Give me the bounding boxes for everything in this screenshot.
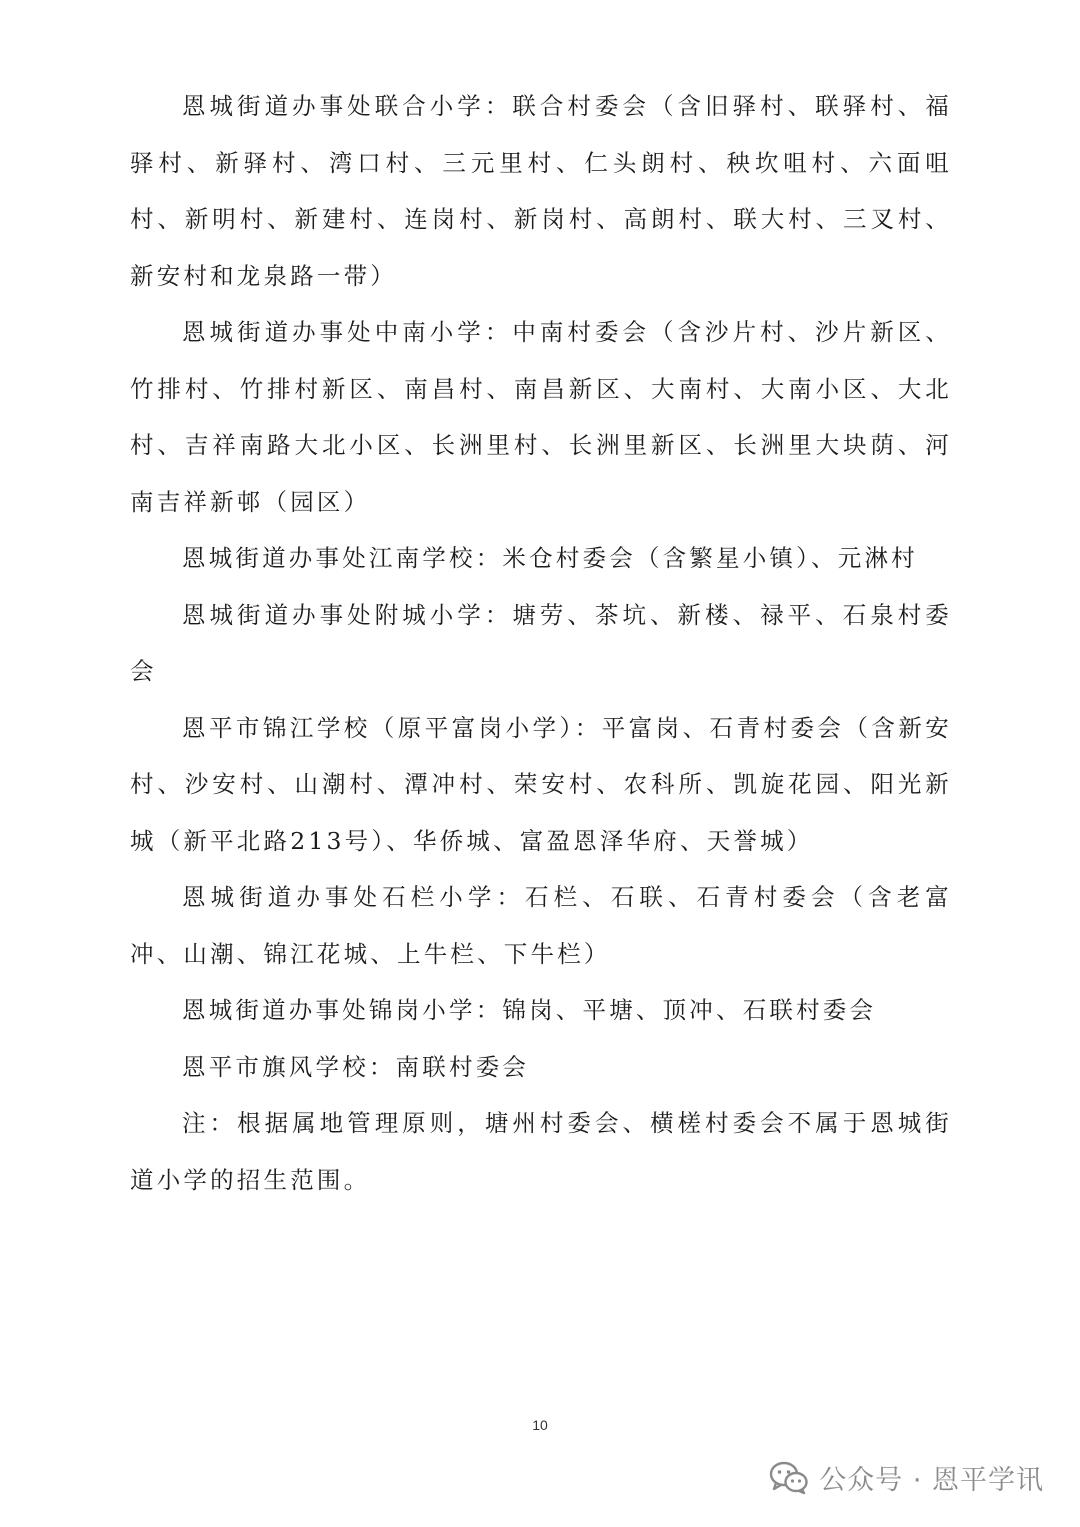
paragraph-jinjiang-school: 恩平市锦江学校（原平富岗小学）：平富岗、石青村委会（含新安村、沙安村、山潮村、潭冲村、荣安村、农科所、凯旋花园、阳光新城（新平北路213号）、华侨城、富盈恩泽华府、天誉城） <box>130 713 952 855</box>
paragraph-shilan-school: 恩城街道办事处石栏小学：石栏、石联、石青村委会（含老富冲、山潮、锦江花城、上牛栏、下牛栏） <box>130 883 952 968</box>
document-body <box>130 78 952 1208</box>
paragraph-zhongnan-school: 恩城街道办事处中南小学：中南村委会（含沙片村、沙片新区、竹排村、竹排村新区、南昌村、南昌新区、大南村、大南小区、大北村、吉祥南路大北小区、长洲里村、长洲里新区、长洲里大块荫、河南吉祥新邨（园区） <box>130 318 952 516</box>
paragraph-note: 注：根据属地管理原则，塘州村委会、横槎村委会不属于恩城街道小学的招生范围。 <box>130 1109 952 1194</box>
paragraph-jingang-school: 恩城街道办事处锦岗小学：锦岗、平塘、顶冲、石联村委会 <box>182 996 877 1024</box>
paragraph-qifeng-school: 恩平市旗风学校：南联村委会 <box>182 1052 530 1081</box>
paragraph-lianhe-school: 恩城街道办事处联合小学：联合村委会（含旧驿村、联驿村、福驿村、新驿村、湾口村、三元里村、仁头朗村、秧坎咀村、六面咀村、新明村、新建村、连岗村、新岗村、高朗村、联大村、三叉村、新安村和龙泉路一带） <box>130 92 952 290</box>
paragraph-jiangnan-school: 恩城街道办事处江南学校：米仓村委会（含繁星小镇）、元淋村 <box>182 544 918 572</box>
watermark-text: 公众号 · 恩平学讯 <box>819 1465 1044 1496</box>
wechat-icon <box>769 1461 809 1495</box>
page-number: 10 <box>532 1417 548 1433</box>
wechat-watermark <box>769 1458 1044 1497</box>
paragraph-fucheng-school: 恩城街道办事处附城小学：塘劳、茶坑、新楼、禄平、石泉村委会 <box>130 600 952 685</box>
